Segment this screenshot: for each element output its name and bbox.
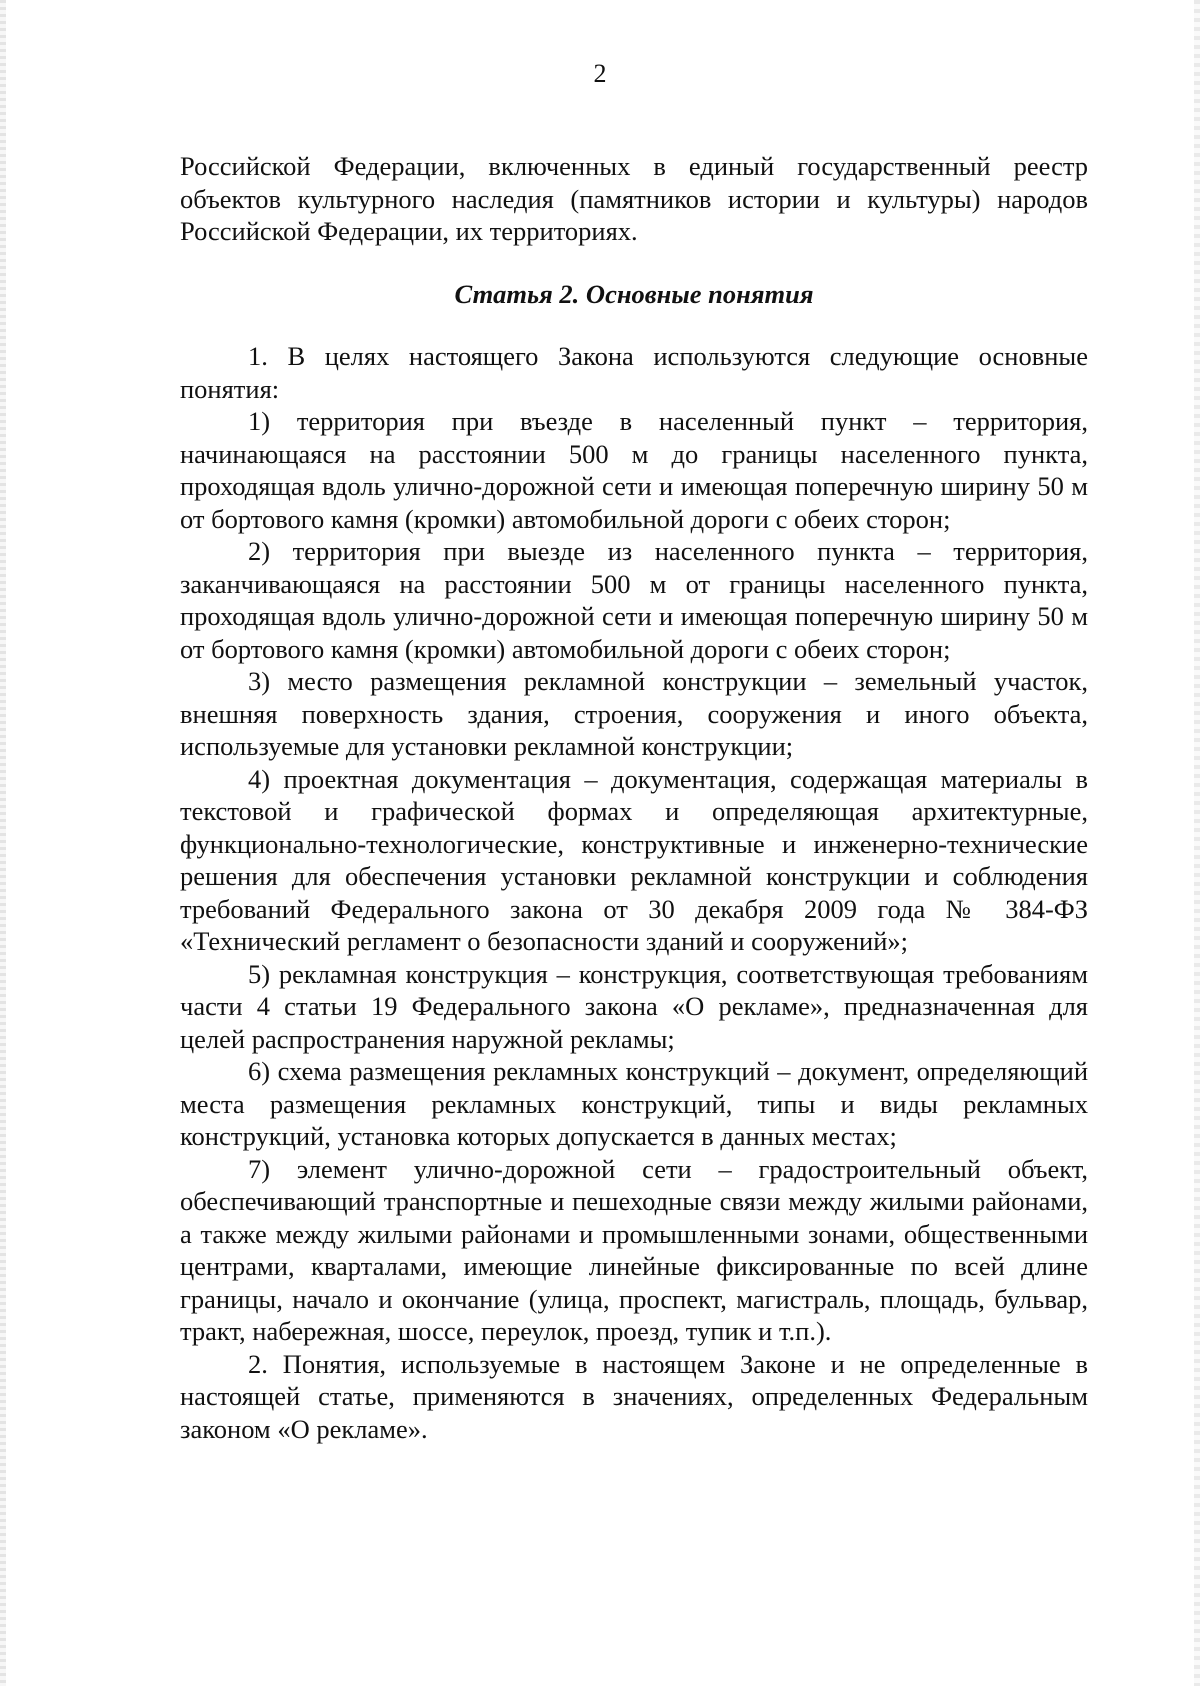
scan-edge-left: [0, 0, 6, 1686]
paragraph-2: 2. Понятия, используемые в настоящем Законе и не определенные в настоящей статье, применяются в значениях, определенных Федеральным законом «О рекламе».: [180, 1348, 1088, 1444]
definition-4: 4) проектная документация – документация, содержащая материалы в текстовой и графической формах и определяющая архитектурные, функционально-технологические, конструктивные и инженерно-технические решения для обеспечения установки рекламной конструкции и соблюдения требований Федерального закона от 30 декабря 2009 года № 384-ФЗ «Технический регламент о безопасности зданий и сооружений»;: [180, 763, 1088, 956]
definition-2: 2) территория при выезде из населенного пункта – территория, заканчивающаяся на расстоянии 500 м от границы населенного пункта, проходящая вдоль улично-дорожной сети и имеющая поперечную ширину 50 м от бортового камня (кромки) автомобильной дороги с обеих сторон;: [180, 536, 1088, 664]
definition-1: 1) территория при въезде в населенный пункт – территория, начинающаяся на расстоянии 500 м до границы населенного пункта, проходящая вдоль улично-дорожной сети и имеющая поперечную ширину 50 м от бортового камня (кромки) автомобильной дороги с обеих сторон;: [180, 406, 1088, 534]
intro-paragraph: Российской Федерации, включенных в единый государственный реестр объектов культурного наследия (памятников истории и культуры) народов Российской Федерации, их территориях.: [180, 151, 1088, 246]
scan-edge-right: [1194, 0, 1200, 1686]
definition-3: 3) место размещения рекламной конструкции – земельный участок, внешняя поверхность здания, строения, сооружения и иного объекта, используемые для установки рекламной конструкции;: [180, 666, 1088, 761]
paragraph-1: 1. В целях настоящего Закона используются следующие основные понятия:: [180, 341, 1088, 404]
article-heading: Статья 2. Основные понятия: [454, 278, 814, 309]
definition-5: 5) рекламная конструкция – конструкция, соответствующая требованиям части 4 статьи 19 Федерального закона «О рекламе», предназначенная для целей распространения наружной рекламы;: [180, 958, 1088, 1054]
definition-6: 6) схема размещения рекламных конструкций – документ, определяющий места размещения рекламных конструкций, типы и виды рекламных конструкций, установка которых допускается в данных местах;: [180, 1056, 1088, 1151]
document-body: [180, 150, 1088, 1445]
page-number: 2: [593, 59, 607, 88]
definition-7: 7) элемент улично-дорожной сети – градостроительный объект, обеспечивающий транспортные и пешеходные связи между жилыми районами, а также между жилыми районами и промышленными зонами, общественными центрами, кварталами, имеющие линейные фиксированные по всей длине границы, начало и окончание (улица, проспект, магистраль, площадь, бульвар, тракт, набережная, шоссе, переулок, проезд, тупик и т.п.).: [180, 1153, 1088, 1346]
